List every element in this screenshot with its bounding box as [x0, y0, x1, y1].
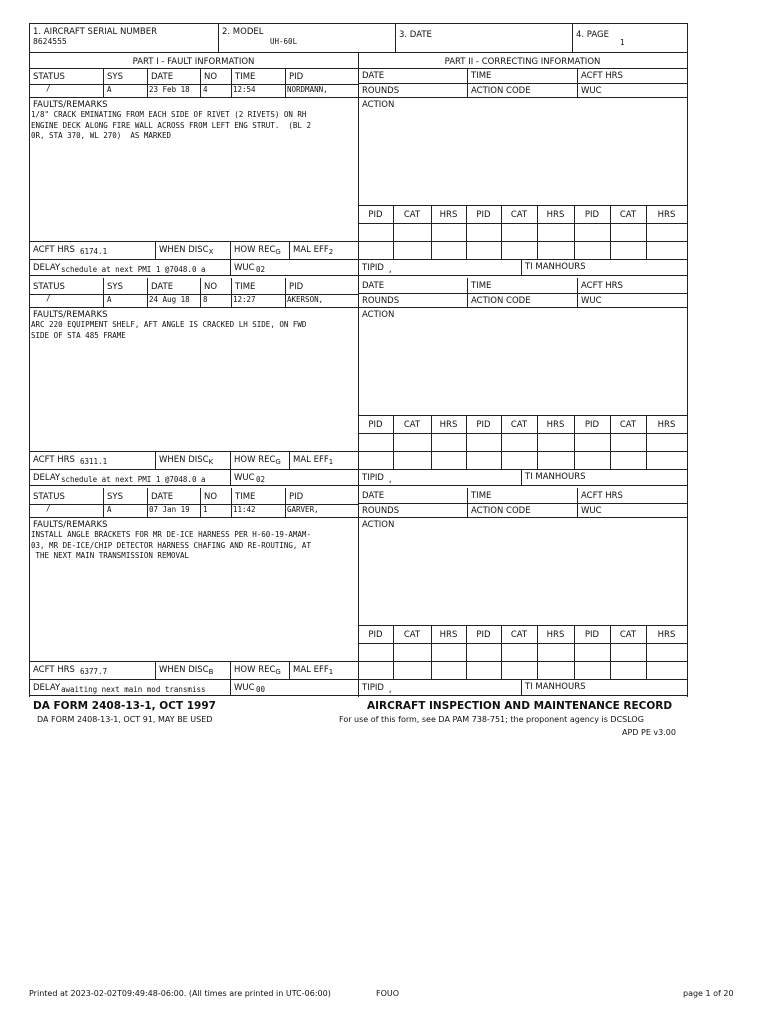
hrs-col-header: HRS	[657, 420, 676, 430]
rule	[358, 625, 687, 626]
rule	[29, 97, 358, 98]
when-disc-label: WHEN $DISC_K$	[159, 455, 214, 466]
record-time: 12:54	[233, 85, 256, 94]
tipid-label: TIPID	[362, 473, 384, 483]
date-label: DATE	[151, 492, 174, 502]
rule	[577, 278, 578, 307]
version: APD PE v3.00	[622, 728, 676, 737]
date-label: DATE	[151, 282, 174, 292]
ci-time-label: TIME	[471, 281, 492, 291]
rule	[147, 278, 148, 307]
record-time: 11:42	[233, 505, 256, 514]
action-label: ACTION	[362, 520, 395, 530]
cat-col-header: CAT	[403, 210, 421, 220]
status-value: /	[46, 504, 51, 513]
ti-manhours-label: TI MANHOURS	[525, 682, 586, 692]
rule	[155, 241, 156, 259]
action-code-label: ACTION CODE	[471, 506, 531, 516]
ci-acft-hrs-label: ACFT HRS	[581, 281, 623, 291]
rule	[358, 503, 687, 504]
status-label: STATUS	[33, 282, 65, 292]
rule	[29, 661, 358, 662]
tipid-label: TIPID	[362, 683, 384, 693]
rule	[285, 68, 286, 97]
no-label: NO	[204, 72, 218, 82]
faults-label: FAULTS/REMARKS	[33, 100, 108, 110]
rule	[521, 469, 522, 485]
time-label: TIME	[235, 282, 256, 292]
rule	[577, 488, 578, 517]
delay-label: DELAY	[33, 263, 61, 273]
time-label: TIME	[235, 72, 256, 82]
model-value: UH-60L	[270, 37, 298, 46]
cat-col-header: CAT	[510, 420, 528, 430]
pid-label: PID	[289, 72, 304, 82]
rule	[103, 68, 104, 97]
no-label: NO	[204, 492, 218, 502]
rule	[29, 485, 358, 486]
date-label: 3. DATE	[399, 30, 432, 40]
rule	[230, 451, 231, 485]
when-disc-value: B	[208, 668, 214, 676]
mal-eff-label: MAL $EFF_2$	[293, 245, 334, 256]
acft-hrs-value: 6174.1	[80, 247, 108, 256]
sys-label: SYS	[107, 282, 123, 292]
tipid-value: ,	[388, 685, 393, 694]
ci-time-label: TIME	[471, 71, 492, 81]
wuc-label: WUC	[234, 473, 255, 483]
tipid-value: ,	[388, 475, 393, 484]
form-title: DA FORM 2408-13-1, OCT 1997	[33, 700, 216, 712]
hrs-col-header: HRS	[657, 630, 676, 640]
pid-col-header: PID	[368, 420, 383, 430]
how-rec-label: HOW $REC_G$	[234, 245, 281, 256]
faults-remarks: ARC 220 EQUIPMENT SHELF, AFT ANGLE IS CRACKED LH SIDE, ON FWD SIDE OF STA 485 FRAME	[31, 320, 307, 340]
cat-col-header: CAT	[619, 210, 637, 220]
page-label: 4. PAGE	[576, 30, 610, 40]
ti-manhours-label: TI MANHOURS	[525, 262, 586, 272]
cat-col-header: CAT	[619, 630, 637, 640]
fouo-marking: FOUO	[376, 989, 400, 998]
ti-manhours-label: TI MANHOURS	[525, 472, 586, 482]
status-value: /	[46, 294, 51, 303]
rule	[289, 241, 290, 259]
ci-date-label: DATE	[362, 71, 385, 81]
rule	[577, 68, 578, 97]
ci-wuc-label: WUC	[581, 506, 602, 516]
delay-label: DELAY	[33, 473, 61, 483]
record-date: 24 Aug 18	[149, 295, 190, 304]
rule	[29, 259, 358, 260]
rule	[467, 278, 468, 307]
rule	[289, 451, 290, 469]
no-label: NO	[204, 282, 218, 292]
record-date: 07 Jan 19	[149, 505, 190, 514]
pid-label: PID	[289, 282, 304, 292]
rule	[358, 307, 687, 308]
mal-eff-value: 2	[328, 248, 334, 256]
acft-hrs-label: ACFT HRS	[33, 245, 75, 255]
action-code-label: ACTION CODE	[471, 86, 531, 96]
cat-col-header: CAT	[403, 420, 421, 430]
hrs-col-header: HRS	[439, 210, 458, 220]
ci-acft-hrs-label: ACFT HRS	[581, 491, 623, 501]
delay-value: awaiting next main mod transmiss	[61, 685, 206, 694]
part1-title: PART I - FAULT INFORMATION	[132, 57, 255, 67]
pid-col-header: PID	[476, 210, 491, 220]
hrs-col-header: HRS	[546, 420, 565, 430]
rule	[358, 469, 687, 470]
ci-acft-hrs-label: ACFT HRS	[581, 71, 623, 81]
rule	[358, 241, 687, 242]
acft-hrs-label: ACFT HRS	[33, 455, 75, 465]
rule	[358, 643, 687, 644]
sys-value: A	[107, 505, 112, 514]
time-label: TIME	[235, 492, 256, 502]
wuc-label: WUC	[234, 263, 255, 273]
record-date: 23 Feb 18	[149, 85, 190, 94]
when-disc-label: WHEN $DISC_X$	[159, 245, 214, 256]
rule	[230, 661, 231, 695]
status-label: STATUS	[33, 72, 65, 82]
mal-eff-label: MAL $EFF_1$	[293, 665, 334, 676]
date-label: DATE	[151, 72, 174, 82]
rule	[29, 307, 358, 308]
mal-eff-value: 1	[328, 668, 334, 676]
rule	[147, 488, 148, 517]
hrs-col-header: HRS	[439, 420, 458, 430]
model-label: 2. MODEL	[222, 27, 264, 37]
rule	[29, 695, 358, 696]
part2-title: PART II - CORRECTING INFORMATION	[444, 57, 601, 67]
rule	[521, 259, 522, 275]
rule	[29, 469, 358, 470]
wuc-value: 00	[256, 685, 266, 694]
ci-date-label: DATE	[362, 491, 385, 501]
when-disc-label: WHEN $DISC_B$	[159, 665, 214, 676]
rule	[230, 241, 231, 275]
how-rec-label: HOW $REC_G$	[234, 455, 281, 466]
when-disc-value: X	[208, 248, 214, 256]
status-label: STATUS	[33, 492, 65, 502]
form-sub: DA FORM 2408-13-1, OCT 91, MAY BE USED	[37, 715, 213, 724]
hrs-col-header: HRS	[439, 630, 458, 640]
pid-col-header: PID	[584, 420, 600, 430]
acft-hrs-value: 6377.7	[80, 667, 108, 676]
rule	[200, 68, 201, 97]
rule	[29, 679, 358, 680]
rule	[521, 679, 522, 695]
tipid-label: TIPID	[362, 263, 384, 273]
rule	[358, 97, 687, 98]
rule	[358, 661, 687, 662]
record-title: AIRCRAFT INSPECTION AND MAINTENANCE RECORD	[367, 700, 673, 712]
page-count: page 1 of 20	[683, 989, 734, 998]
rule	[103, 278, 104, 307]
delay-label: DELAY	[33, 683, 61, 693]
cat-col-header: CAT	[619, 420, 637, 430]
rule	[358, 415, 687, 416]
rule	[155, 451, 156, 469]
record-pid: NORDMANN,	[287, 85, 328, 94]
rule	[285, 278, 286, 307]
record-no: 8	[203, 295, 208, 304]
wuc-value: 02	[256, 475, 266, 484]
acft-hrs-value: 6311.1	[80, 457, 108, 466]
rule	[467, 488, 468, 517]
rule	[29, 241, 358, 242]
status-value: /	[46, 84, 51, 93]
rule	[358, 223, 687, 224]
page-value: 1	[620, 38, 625, 47]
pid-col-header: PID	[584, 210, 600, 220]
how-rec-value: G	[275, 668, 281, 676]
how-rec-label: HOW $REC_G$	[234, 665, 281, 676]
action-label: ACTION	[362, 310, 395, 320]
rule	[200, 488, 201, 517]
faults-label: FAULTS/REMARKS	[33, 520, 108, 530]
rule	[358, 83, 687, 84]
rule	[467, 68, 468, 97]
how-rec-value: G	[275, 458, 281, 466]
rounds-label: ROUNDS	[362, 296, 400, 306]
rule	[103, 488, 104, 517]
faults-label: FAULTS/REMARKS	[33, 310, 108, 320]
faults-remarks: 1/8" CRACK EMINATING FROM EACH SIDE OF RIVET (2 RIVETS) ON RH ENGINE DECK ALONG FIRE WALL ACROSS FROM LEFT ENG STRUT. (BL 2 0R, STA 370, WL 270) AS MARKED	[31, 110, 311, 140]
action-label: ACTION	[362, 100, 395, 110]
pid-col-header: PID	[368, 210, 383, 220]
rule	[155, 661, 156, 679]
rule	[358, 517, 687, 518]
cat-col-header: CAT	[510, 210, 528, 220]
hrs-col-header: HRS	[546, 630, 565, 640]
printed-stamp: Printed at 2023-02-02T09:49:48-06:00. (All times are printed in UTC-06:00)	[29, 989, 331, 998]
rule	[358, 679, 687, 680]
delay-value: schedule at next PMI 1 @7048.0 a	[61, 265, 206, 274]
record-sub: For use of this form, see DA PAM 738-751; the proponent agency is DCSLOG	[339, 715, 644, 724]
rule	[289, 661, 290, 679]
rule	[358, 451, 687, 452]
rule	[147, 68, 148, 97]
rule	[358, 293, 687, 294]
rule	[29, 275, 358, 276]
tipid-value: ,	[388, 265, 393, 274]
rule	[358, 205, 687, 206]
sys-value: A	[107, 85, 112, 94]
rule	[29, 451, 358, 452]
rule	[358, 433, 687, 434]
rule	[358, 485, 687, 486]
hrs-col-header: HRS	[546, 210, 565, 220]
record-no: 4	[203, 85, 208, 94]
pid-col-header: PID	[476, 420, 491, 430]
pid-col-header: PID	[476, 630, 491, 640]
mal-eff-value: 1	[328, 458, 334, 466]
wuc-label: WUC	[234, 683, 255, 693]
record-time: 12:27	[233, 295, 256, 304]
hrs-col-header: HRS	[657, 210, 676, 220]
rule	[358, 275, 687, 276]
action-code-label: ACTION CODE	[471, 296, 531, 306]
rule	[200, 278, 201, 307]
rule	[285, 488, 286, 517]
rule	[29, 517, 358, 518]
serial-label: 1. AIRCRAFT SERIAL NUMBER	[33, 27, 158, 37]
sys-label: SYS	[107, 72, 123, 82]
acft-hrs-label: ACFT HRS	[33, 665, 75, 675]
ci-time-label: TIME	[471, 491, 492, 501]
faults-remarks: INSTALL ANGLE BRACKETS FOR MR DE-ICE HARNESS PER H-60-19-AMAM- 03, MR DE-ICE/CHIP DETECTOR HARNESS CHAFING AND RE-ROUTING, AT THE NEXT MAIN TRANSMISSION REMOVAL	[31, 530, 311, 560]
pid-label: PID	[289, 492, 304, 502]
record-pid: AKERSON,	[287, 295, 324, 304]
rule	[231, 278, 232, 307]
serial-value: 8624555	[33, 37, 67, 46]
pid-col-header: PID	[584, 630, 600, 640]
cat-col-header: CAT	[510, 630, 528, 640]
rounds-label: ROUNDS	[362, 86, 400, 96]
record-no: 1	[203, 505, 208, 514]
sys-label: SYS	[107, 492, 123, 502]
wuc-value: 02	[256, 265, 266, 274]
ci-wuc-label: WUC	[581, 296, 602, 306]
rounds-label: ROUNDS	[362, 506, 400, 516]
pid-col-header: PID	[368, 630, 383, 640]
record-pid: GARVER,	[287, 505, 319, 514]
how-rec-value: G	[275, 248, 281, 256]
rule	[231, 488, 232, 517]
rule	[231, 68, 232, 97]
when-disc-value: K	[208, 458, 214, 466]
ci-date-label: DATE	[362, 281, 385, 291]
rule	[358, 695, 687, 696]
delay-value: schedule at next PMI 1 @7048.0 a	[61, 475, 206, 484]
rule	[358, 259, 687, 260]
mal-eff-label: MAL $EFF_1$	[293, 455, 334, 466]
ci-wuc-label: WUC	[581, 86, 602, 96]
sys-value: A	[107, 295, 112, 304]
cat-col-header: CAT	[403, 630, 421, 640]
